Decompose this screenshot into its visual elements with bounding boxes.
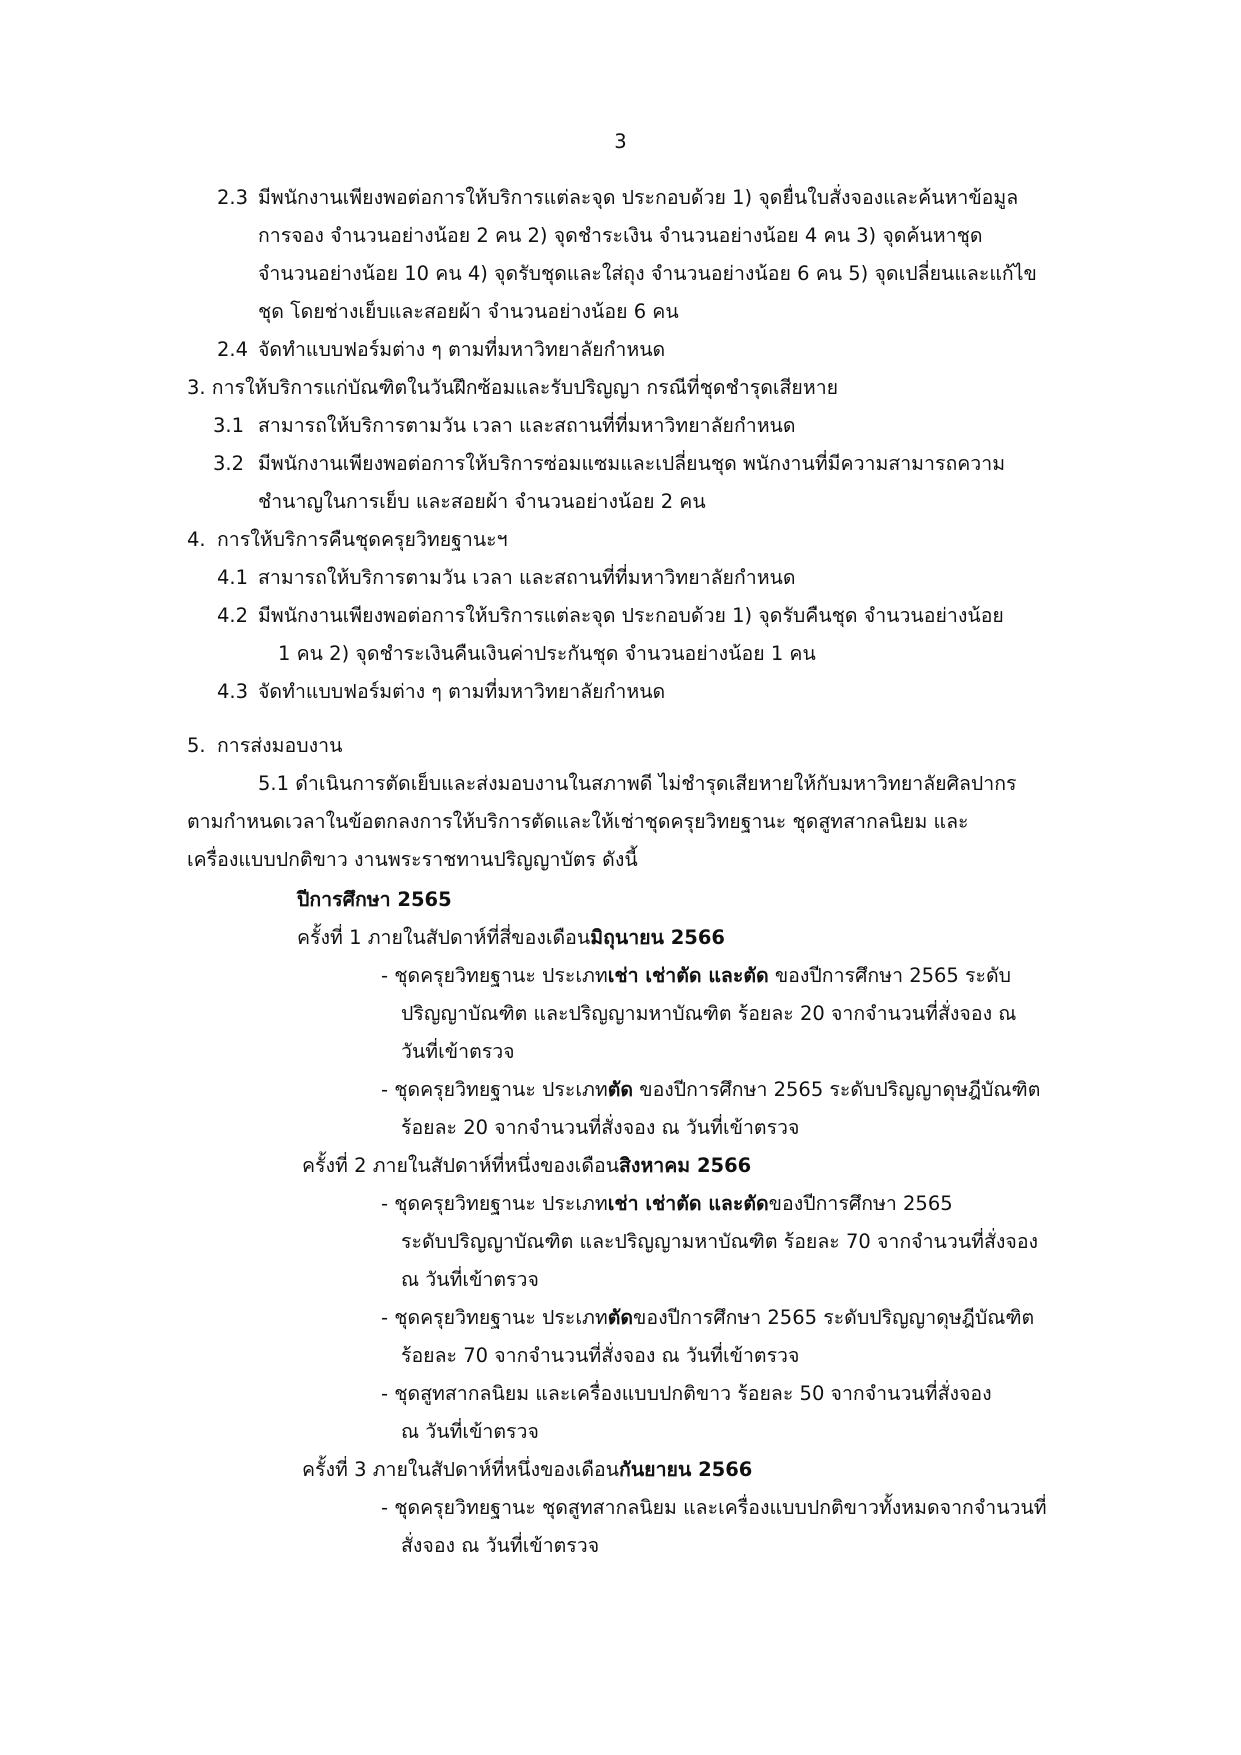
bullet-text: ของปีการศึกษา 2565 ระดับปริญญาดุษฎีบัณฑิต <box>633 1078 1041 1101</box>
section-number: 4. <box>187 528 206 551</box>
text-line: จัดทำแบบฟอร์มต่าง ๆ ตามที่มหาวิทยาลัยกำหนด <box>258 680 666 703</box>
item-number: 4.2 <box>217 604 249 627</box>
round-month: กันยายน 2566 <box>619 1458 753 1481</box>
round-2-heading <box>302 1152 751 1180</box>
academic-year-heading: ปีการศึกษา 2565 <box>297 888 452 911</box>
text-line: 1 คน 2) จุดชำระเงินคืนเงินค่าประกันชุด จำนวนอย่างน้อย 1 คน <box>278 642 816 665</box>
bullet-bold: เช่า เช่าตัด และตัด <box>607 1192 769 1215</box>
round-head: ครั้งที่ 2 ภายในสัปดาห์ที่หนึ่งของเดือน <box>302 1154 620 1177</box>
text-line: การจอง จำนวนอย่างน้อย 2 คน 2) จุดชำระเงิน จำนวนอย่างน้อย 4 คน 3) จุดค้นหาชุด <box>258 224 983 247</box>
bullet-line: - ชุดสูทสากลนิยม และเครื่องแบบปกติขาว ร้อยละ 50 จากจำนวนที่สั่งจอง <box>381 1382 992 1405</box>
section-heading: การให้บริการคืนชุดครุยวิทยฐานะฯ <box>217 528 508 551</box>
bullet-line: ร้อยละ 70 จากจำนวนที่สั่งจอง ณ วันที่เข้าตรวจ <box>401 1344 800 1367</box>
bullet-line <box>381 1190 953 1218</box>
text-line: มีพนักงานเพียงพอต่อการให้บริการแต่ละจุด ประกอบด้วย 1) จุดยื่นใบสั่งจองและค้นหาข้อมูล <box>258 186 1019 209</box>
text-line: จัดทำแบบฟอร์มต่าง ๆ ตามที่มหาวิทยาลัยกำหนด <box>258 338 666 361</box>
bullet-text: - ชุดครุยวิทยฐานะ ประเภท <box>381 1306 608 1329</box>
item-number: 2.3 <box>217 186 249 209</box>
bullet-text: - ชุดครุยวิทยฐานะ ประเภท <box>381 1078 608 1101</box>
text-line: มีพนักงานเพียงพอต่อการให้บริการแต่ละจุด ประกอบด้วย 1) จุดรับคืนชุด จำนวนอย่างน้อย <box>258 604 1004 627</box>
text-line: มีพนักงานเพียงพอต่อการให้บริการซ่อมแซมและเปลี่ยนชุด พนักงานที่มีความสามารถความ <box>258 452 1006 475</box>
bullet-line: ณ วันที่เข้าตรวจ <box>401 1420 539 1443</box>
text-line: 5.1 ดำเนินการตัดเย็บและส่งมอบงานในสภาพดี ไม่ชำรุดเสียหายให้กับมหาวิทยาลัยศิลปากร <box>258 772 1017 795</box>
bullet-text: ของปีการศึกษา 2565 <box>768 1192 953 1215</box>
round-month: สิงหาคม 2566 <box>619 1154 752 1177</box>
item-number: 3.2 <box>213 452 245 475</box>
page-number: 3 <box>614 130 627 153</box>
round-1-heading <box>297 924 725 952</box>
item-number: 2.4 <box>217 338 249 361</box>
bullet-line: ณ วันที่เข้าตรวจ <box>401 1268 539 1291</box>
text-line: จำนวนอย่างน้อย 10 คน 4) จุดรับชุดและใส่ถุง จำนวนอย่างน้อย 6 คน 5) จุดเปลี่ยนและแก้ไข <box>258 262 1037 285</box>
text-line: สามารถให้บริการตามวัน เวลา และสถานที่ที่มหาวิทยาลัยกำหนด <box>258 414 796 437</box>
bullet-line <box>381 1076 1040 1104</box>
bullet-bold: เช่า เช่าตัด และตัด <box>607 964 769 987</box>
round-head: ครั้งที่ 1 ภายในสัปดาห์ที่สี่ของเดือน <box>297 926 591 949</box>
item-number: 4.3 <box>217 680 249 703</box>
text-line: ชำนาญในการเย็บ และสอยผ้า จำนวนอย่างน้อย 2 คน <box>258 490 706 513</box>
item-number: 4.1 <box>217 566 249 589</box>
bullet-line: - ชุดครุยวิทยฐานะ ชุดสูทสากลนิยม และเครื่องแบบปกติขาวทั้งหมดจากจำนวนที่ <box>381 1496 1047 1519</box>
round-month: มิถุนายน 2566 <box>590 926 725 949</box>
section-heading: 3. การให้บริการแก่บัณฑิตในวันฝึกซ้อมและรับปริญญา กรณีที่ชุดชำรุดเสียหาย <box>187 376 839 399</box>
bullet-line: ปริญญาบัณฑิต และปริญญามหาบัณฑิต ร้อยละ 20 จากจำนวนที่สั่งจอง ณ <box>401 1002 1017 1025</box>
section-number: 5. <box>187 734 206 757</box>
bullet-line: ร้อยละ 20 จากจำนวนที่สั่งจอง ณ วันที่เข้าตรวจ <box>401 1116 800 1139</box>
bullet-line <box>381 962 1011 990</box>
text-line: ตามกำหนดเวลาในข้อตกลงการให้บริการตัดและให้เช่าชุดครุยวิทยฐานะ ชุดสูทสากลนิยม และ <box>187 810 969 833</box>
text-line: สามารถให้บริการตามวัน เวลา และสถานที่ที่มหาวิทยาลัยกำหนด <box>258 566 796 589</box>
bullet-line: วันที่เข้าตรวจ <box>401 1040 515 1063</box>
round-head: ครั้งที่ 3 ภายในสัปดาห์ที่หนึ่งของเดือน <box>302 1458 620 1481</box>
bullet-bold: ตัด <box>607 1306 634 1329</box>
round-3-heading <box>302 1456 752 1484</box>
bullet-text: ของปีการศึกษา 2565 ระดับ <box>768 964 1012 987</box>
text-line: ชุด โดยช่างเย็บและสอยผ้า จำนวนอย่างน้อย 6 คน <box>258 300 679 323</box>
text-line: เครื่องแบบปกติขาว งานพระราชทานปริญญาบัตร ดังนี้ <box>187 848 638 871</box>
section-heading: การส่งมอบงาน <box>217 734 343 757</box>
item-number: 3.1 <box>213 414 245 437</box>
bullet-line: สั่งจอง ณ วันที่เข้าตรวจ <box>401 1534 600 1557</box>
bullet-text: - ชุดครุยวิทยฐานะ ประเภท <box>381 1192 608 1215</box>
bullet-bold: ตัด <box>607 1078 634 1101</box>
bullet-text: - ชุดครุยวิทยฐานะ ประเภท <box>381 964 608 987</box>
bullet-line <box>381 1304 1034 1332</box>
bullet-line: ระดับปริญญาบัณฑิต และปริญญามหาบัณฑิต ร้อยละ 70 จากจำนวนที่สั่งจอง <box>401 1230 1039 1253</box>
bullet-text: ของปีการศึกษา 2565 ระดับปริญญาดุษฎีบัณฑิต <box>633 1306 1035 1329</box>
